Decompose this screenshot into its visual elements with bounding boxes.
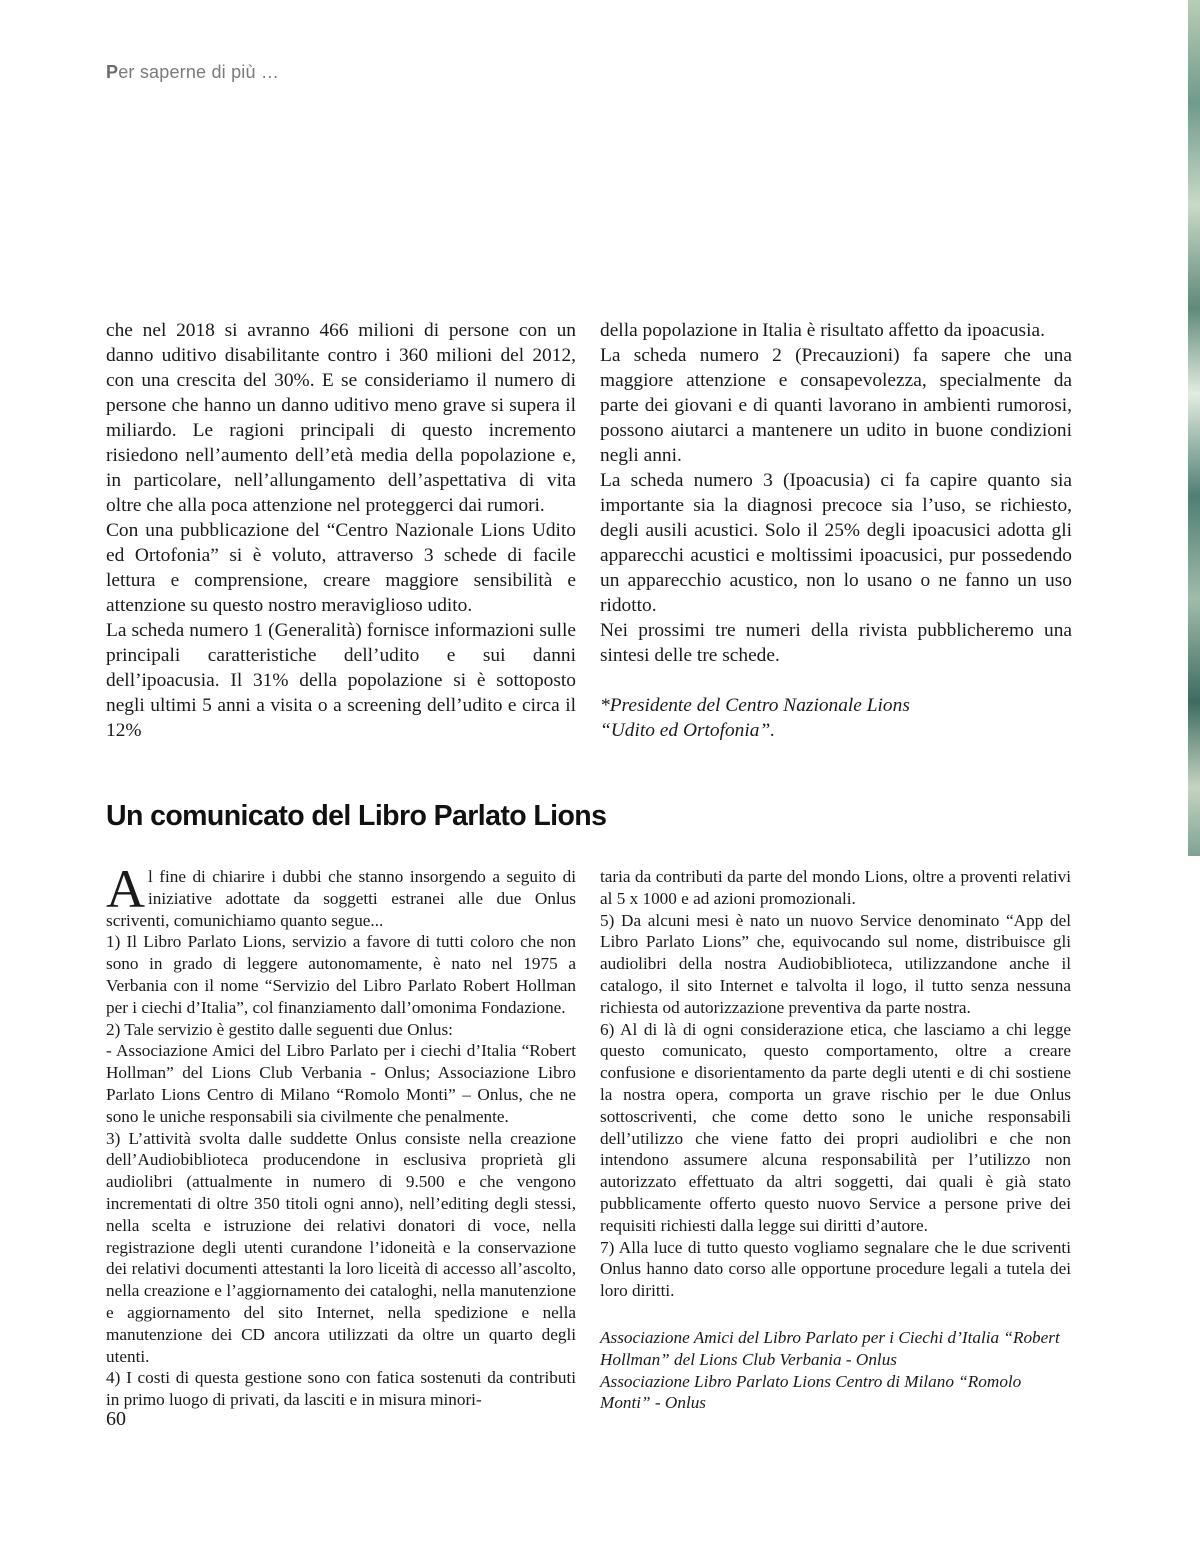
paragraph: che nel 2018 si avranno 466 milioni di persone con un danno uditivo disabilitante contro i 360 milioni del 2012, con una crescita del 30%. E se consideriamo il numero di persone che hanno un danno uditivo meno grave si supera il miliardo. Le ragioni principali di questo incremento risiedono nell’aumento dell’età media della popolazione e, in particolare, nell’allungamento dell’aspettativa di vita oltre che alla poca attenzione nel proteggerci dai rumori. [106,320,576,516]
communique-signature [600,1327,1071,1414]
communique-column-right [600,866,1071,1414]
paragraph: 1) Il Libro Parlato Lions, servizio a favore di tutti coloro che non sono in grado di leggere autonomamente, è nato nel 1975 a Verbania con il nome “Servizio del Libro Parlato Robert Hollman per i ciechi d’Italia”, col finanziamento dall’omonima Fondazione. [106,932,576,1017]
section-title: Un comunicato del Libro Parlato Lions [106,800,607,832]
paragraph: della popolazione in Italia è risultato affetto da ipoacusia. [600,320,1045,341]
paragraph: 4) I costi di questa gestione sono con fatica sostenuti da contributi in primo luogo di privati, da lasciti e in misura minori- [106,1368,576,1410]
paragraph: 3) L’attività svolta dalle suddette Onlus consiste nella creazione dell’Audiobiblioteca producendone in esclusiva proprietà gli audiolibri (attualmente in numero di 9.500 e che vengono incrementati di oltre 350 titoli ogni anno), nell’editing degli stessi, nella scelta e istruzione dei relativi donatori di voce, nella registrazione degli utenti curandone l’idoneità e la conservazione dei relativi documenti attestanti la loro liceità di accesso all’ascolto, nella creazione e l’aggiornamento dei cataloghi, nella manutenzione e aggiornamento del sito Internet, nella spedizione e nella manutenzione dei CD ancora utilizzati da oltre un quarto degli utenti. [106,1128,576,1366]
paragraph: 2) Tale servizio è gestito dalle seguenti due Onlus: [106,1019,453,1039]
paragraph: - Associazione Amici del Libro Parlato per i ciechi d’Italia “Robert Hollman” del Lions Club Verbania - Onlus; Associazione Libro Parlato Lions Centro di Milano “Romolo Monti” – Onlus, che ne sono le uniche responsabili sia civilmente che penalmente. [106,1041,576,1126]
paragraph: taria da contributi da parte del mondo Lions, oltre a proventi relativi al 5 x 1000 e ad azioni promozionali. [600,867,1071,908]
drop-cap: A [106,859,145,919]
intro-text: l fine di chiarire i dubbi che stanno insorgendo a seguito di iniziative adottate da soggetti estranei alle due Onlus scriventi, comunichiamo quanto segue... [106,867,576,930]
paragraph: La scheda numero 3 (Ipoacusia) ci fa capire quanto sia importante sia la diagnosi precoce sia l’uso, se richiesto, degli ausili acustici. Solo il 25% degli ipoacusici adotta gli apparecchi acustici e moltissimi ipoacusici, pur possedendo un apparecchio acustico, non lo usano o ne fanno un uso ridotto. [600,470,1072,616]
running-header-text: er saperne di più … [118,62,280,82]
paragraph: Nei prossimi tre numeri della rivista pubblicheremo una sintesi delle tre schede. [600,620,1072,666]
paragraph: La scheda numero 1 (Generalità) fornisce informazioni sulle principali caratteristiche dell’udito e sui danni dell’ipoacusia. Il 31% della popolazione si è sottoposto negli ultimi 5 anni a visita o a screening dell’udito e circa il 12% [106,620,576,741]
signature-line: *Presidente del Centro Nazionale Lions [600,695,910,716]
signature-line: “Udito ed Ortofonia”. [600,720,776,741]
paragraph: 7) Alla luce di tutto questo vogliamo segnalare che le due scriventi Onlus hanno dato corso alle opportune procedure legali a tutela dei loro diritti. [600,1237,1071,1301]
signature-line: Associazione Amici del Libro Parlato per i Ciechi d’Italia “Robert Hollman” del Lions Club Verbania - Onlus [600,1327,1060,1369]
paragraph: Con una pubblicazione del “Centro Nazionale Lions Udito ed Ortofonia” si è voluto, attraverso 3 schede di facile lettura e comprensione, creare maggiore sensibilità e attenzione su questo nostro meraviglioso udito. [106,520,576,616]
paragraph: La scheda numero 2 (Precauzioni) fa sapere che una maggiore attenzione e consapevolezza, specialmente da parte dei giovani e di quanti lavorano in ambienti rumorosi, possono aiutarci a mantenere un udito in buone condizioni negli anni. [600,345,1072,466]
running-header [106,62,279,83]
paragraph: 5) Da alcuni mesi è nato un nuovo Service denominato “App del Libro Parlato Lions” che, equivocando sul nome, distribuisce gli audiolibri della nostra Audiobiblioteca, utilizzandone anche il catalogo, il sito Internet e talvolta il logo, il tutto senza nessuna richiesta od autorizzazione preventiva da parte nostra. [600,910,1071,1017]
page-number: 60 [106,1408,126,1430]
signature-line: Associazione Libro Parlato Lions Centro di Milano “Romolo Monti” - Onlus [600,1371,1022,1413]
adjacent-page-photo-edge [1188,0,1200,856]
article-column-top-right [600,318,1072,743]
running-header-initial: P [106,62,119,82]
author-signature [600,693,1072,743]
communique-column-left [106,859,576,1411]
intro-paragraph [106,859,576,931]
paragraph: 6) Al di là di ogni considerazione etica, che lasciamo a chi legge questo comunicato, questo comportamento, oltre a creare confusione e disorientamento da parte degli utenti e di chi sostiene la nostra opera, comporta un grave rischio per le due Onlus sottoscriventi, che come detto sono le uniche responsabili dell’utilizzo che viene fatto dei propri audiolibri e che non intendono assumere alcuna responsabilità per l’utilizzo non autorizzato effettuato da altri soggetti, dai quali è già stato pubblicamente offerto questo nuovo Service a persone prive dei requisiti richiesti dalla legge sui diritti d’autore. [600,1019,1071,1235]
article-column-top-left [106,318,576,743]
